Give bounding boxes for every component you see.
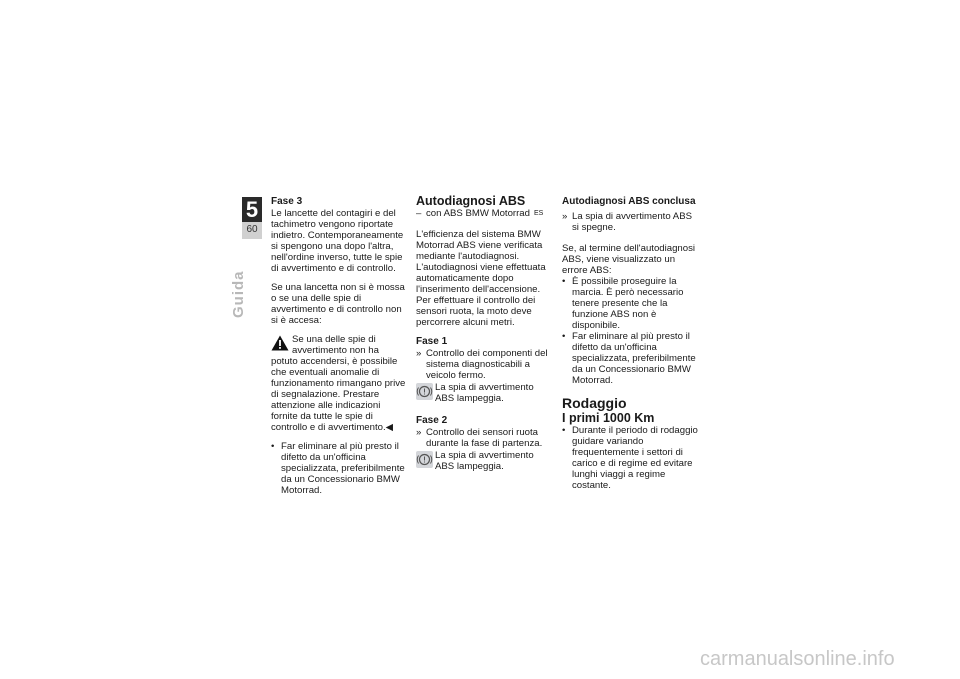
paragraph: L'efficienza del sistema BMW Motorrad ABS viene verificata mediante l'autodiagnosi. L'autodiagnosi viene effettuata automaticamente dopo l'inserimento dell'accensione. Per effettuare il controllo dei sensori ruota, la moto deve percorrere alcuni metri. xyxy=(416,229,546,328)
page-number: 60 xyxy=(246,224,258,235)
section-title: Autodiagnosi ABS xyxy=(416,194,526,208)
heading-fase-3: Fase 3 xyxy=(271,196,303,207)
step-mark: » xyxy=(416,348,422,359)
step-mark: » xyxy=(562,211,568,222)
bullet-mark: • xyxy=(271,441,275,452)
lamp-note xyxy=(416,450,550,472)
heading-fase-1: Fase 1 xyxy=(416,336,448,347)
chapter-number: 5 xyxy=(242,197,262,222)
list-item-text: Far eliminare al più presto il difetto da un'officina specializzata, preferibilmente da un Concessionario BMW Motorrad. xyxy=(281,441,405,496)
list-item xyxy=(562,425,700,491)
list-item xyxy=(562,331,700,386)
option-tag: ES xyxy=(533,210,544,217)
abs-warning-lamp-icon xyxy=(416,451,433,468)
heading-abs-conclusa: Autodiagnosi ABS conclusa xyxy=(562,196,696,207)
paragraph: Se, al termine dell'autodiagnosi ABS, viene visualizzato un errore ABS: xyxy=(562,243,696,276)
warning-triangle-icon xyxy=(271,335,289,351)
warning-note xyxy=(271,334,407,433)
column-middle xyxy=(416,196,550,472)
lamp-text: La spia di avvertimento ABS lampeggia. xyxy=(435,450,534,472)
step-text: Controllo dei sensori ruota durante la fase di partenza. xyxy=(426,427,543,449)
step-mark: » xyxy=(416,427,422,438)
bullet-mark: • xyxy=(562,425,566,436)
list-item xyxy=(271,441,407,496)
step-text: Controllo dei componenti del sistema diagnosticabili a veicolo fermo. xyxy=(426,348,548,381)
end-mark: ◀ xyxy=(385,422,394,433)
watermark-footer: carmanualsonline.info xyxy=(700,648,895,670)
column-left xyxy=(271,196,407,504)
step-item xyxy=(416,348,550,381)
bullet-mark: • xyxy=(562,331,566,342)
paragraph: Le lancette del contagiri e del tachimetro vengono riportate indietro. Contemporaneamente si spengono una dopo l'altra, nell'ordine inverso, tutte le spie di avvertimento e di controllo. xyxy=(271,208,404,274)
option-line xyxy=(416,208,550,219)
list-item-text: È possibile proseguire la marcia. È però necessario tenere presente che la funzione ABS non è disponibile. xyxy=(572,276,684,331)
lamp-text: La spia di avvertimento ABS lampeggia. xyxy=(435,382,534,404)
chapter-tab xyxy=(242,197,262,239)
bullet-mark: • xyxy=(562,276,566,287)
option-text: con ABS BMW Motorrad xyxy=(426,208,530,219)
section-subtitle: I primi 1000 Km xyxy=(562,411,655,425)
column-right xyxy=(562,196,700,499)
step-item xyxy=(562,211,700,233)
dash-mark: – xyxy=(416,208,422,219)
paragraph: Se una lancetta non si è mossa o se una delle spie di avvertimento e di controllo non si è accesa: xyxy=(271,282,405,326)
list-item-text: Durante il periodo di rodaggio guidare variando frequentemente i settori di carico e di regime ed evitare lunghi viaggi a regime costante. xyxy=(572,425,698,491)
section-title: Rodaggio xyxy=(562,395,627,411)
abs-warning-lamp-icon xyxy=(416,383,433,400)
list-item xyxy=(562,276,700,331)
heading-fase-2: Fase 2 xyxy=(416,415,448,426)
section-side-label: Guida xyxy=(230,270,247,318)
warning-text: Se una delle spie di avvertimento non ha potuto accendersi, è possibile che eventuali anomalie di funzionamento rimangano prive di segnalazione. Prestare attenzione alle indicazioni fornite da tutte le spie di controllo e di avvertimento. xyxy=(271,334,406,433)
lamp-note xyxy=(416,382,550,404)
list-item-text: Far eliminare al più presto il difetto da un'officina specializzata, preferibilmente da un Concessionario BMW Motorrad. xyxy=(572,331,696,386)
step-item xyxy=(416,427,550,449)
step-text: La spia di avvertimento ABS si spegne. xyxy=(572,211,692,233)
